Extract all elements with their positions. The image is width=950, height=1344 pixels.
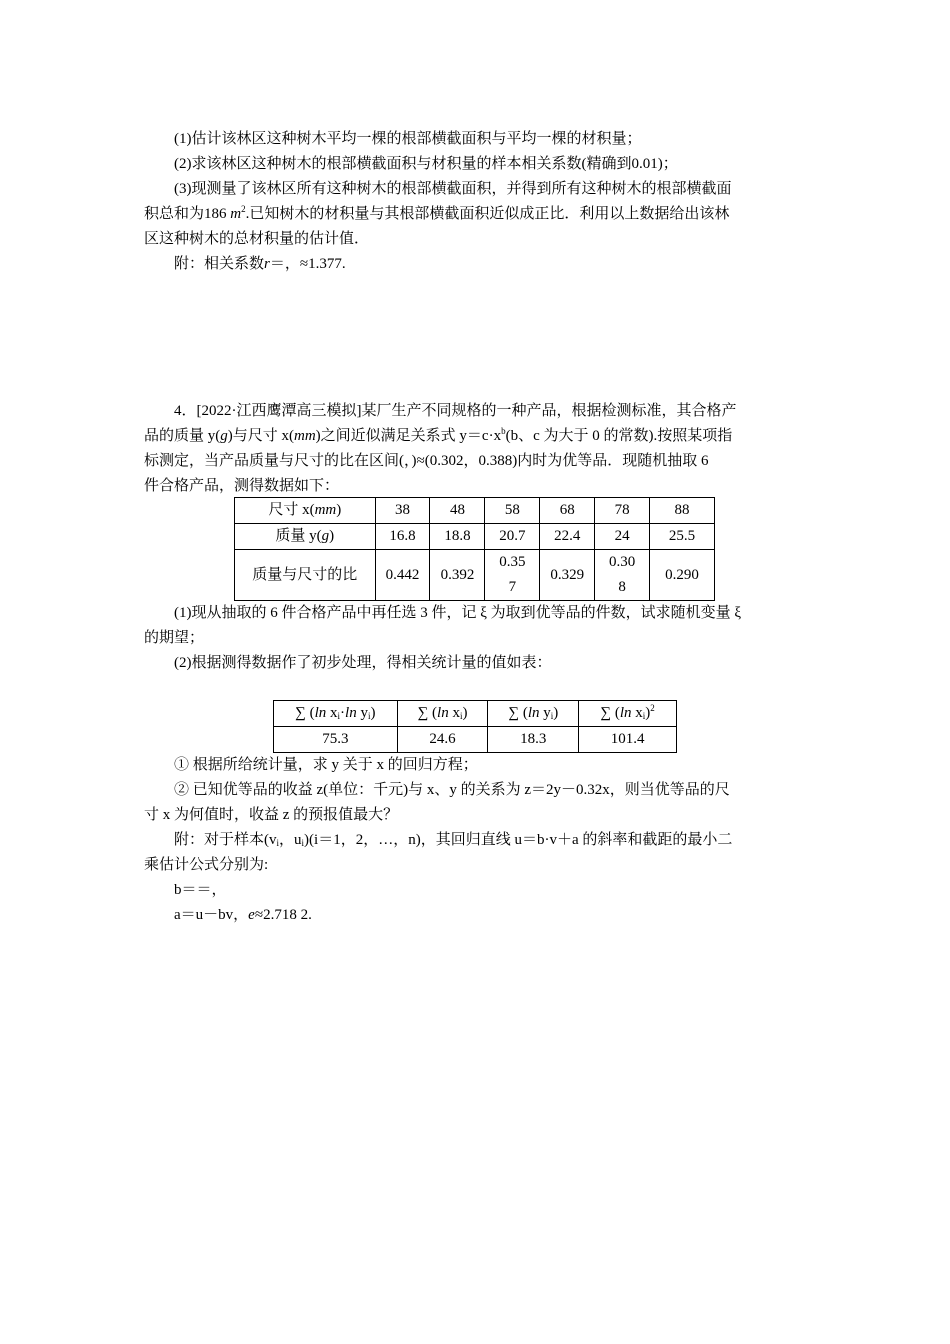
mass-cell: 18.8 xyxy=(430,524,485,550)
q4-sub2-part1: ① 根据所给统计量，求 y 关于 x 的回归方程； xyxy=(174,757,478,773)
q3-part3-line3: 区这种树木的总材积量的估计值． xyxy=(144,231,370,247)
header-sum-lny: ∑ (ln $y_i$) xyxy=(488,701,579,727)
header-mass: 质量 y(g) xyxy=(235,524,376,550)
header-size: 尺寸 x(mm) xyxy=(235,498,376,524)
ratio-cell: 0.35 7 xyxy=(485,550,540,601)
stats-value-row xyxy=(274,727,677,753)
q4-sub2-part2-line1: ② 已知优等品的收益 z(单位：千元)与 x、y 的关系为 z＝2y－0.32x，则当优等品的尺 xyxy=(174,782,730,798)
mass-cell: 24 xyxy=(595,524,650,550)
q4-attachment-line2: 乘估计公式分别为: xyxy=(144,857,269,873)
formula-a: a＝u－bv，e≈2.718 2. xyxy=(174,907,312,923)
q3-part3-line2: 积总和为186 $m^2$.已知树木的材积量与其根部横截面积近似成正比．利用以上数据给出该林 xyxy=(144,204,730,222)
q3-note: 附：相关系数r＝，≈1.377. xyxy=(174,256,346,272)
q4-sub1-line2: 的期望； xyxy=(144,630,205,646)
q4-attachment-line1: 附：对于样本($v_i$，$u_i)(i=1$，2，…，n)，其回归直线 u＝b·v＋a 的斜率和截距的最小二 xyxy=(174,832,733,848)
ratio-cell: 0.329 xyxy=(540,550,595,601)
formula-b: b＝＝， xyxy=(174,882,227,898)
mass-cell: 22.4 xyxy=(540,524,595,550)
header-ratio: 质量与尺寸的比 xyxy=(235,550,376,601)
size-cell: 38 xyxy=(375,498,430,524)
ratio-cell: 0.442 xyxy=(375,550,430,601)
q3-part2: (2)求该林区这种树木的根部横截面积与材积量的样本相关系数(精确到0.01)； xyxy=(174,156,678,172)
mass-cell: 25.5 xyxy=(650,524,715,550)
header-sum-lnx-lny: ∑ (ln $x_i\cdot\ln$ $y_i$) xyxy=(274,701,398,727)
size-cell: 68 xyxy=(540,498,595,524)
q3-part1: (1)估计该林区这种树木平均一棵的根部横截面积与平均一棵的材积量； xyxy=(174,131,642,147)
stat-value: 75.3 xyxy=(274,727,398,753)
ratio-cell: 0.30 8 xyxy=(595,550,650,601)
size-cell: 78 xyxy=(595,498,650,524)
table-row-mass xyxy=(235,524,715,550)
mass-cell: 16.8 xyxy=(375,524,430,550)
q4-sub2: (2)根据测得数据作了初步处理，得相关统计量的值如表： xyxy=(174,655,552,671)
q4-sub2-part2-line2: 寸 x 为何值时，收益 z 的预报值最大？ xyxy=(144,807,399,823)
size-cell: 48 xyxy=(430,498,485,524)
stat-value: 24.6 xyxy=(397,727,488,753)
q4-intro-line2: 品的质量 y(g)与尺寸 x(mm)之间近似满足关系式 $y=c\cdot x^b(b$、c 为大于 0 的常数).按照某项指 xyxy=(144,426,733,444)
stat-value: 101.4 xyxy=(579,727,677,753)
header-sum-lnx: ∑ (ln $x_i$) xyxy=(397,701,488,727)
stat-value: 18.3 xyxy=(488,727,579,753)
measurement-table xyxy=(234,497,715,601)
header-sum-lnx-squared: ∑ (ln $x_i)^2$ xyxy=(579,701,677,727)
ratio-cell: 0.290 xyxy=(650,550,715,601)
ratio-cell: 0.392 xyxy=(430,550,485,601)
q4-intro-line3: 标测定，当产品质量与尺寸的比在区间(，)≈(0.302，0.388)内时为优等品．现随机抽取 6 xyxy=(144,453,709,469)
mass-cell: 20.7 xyxy=(485,524,540,550)
size-cell: 58 xyxy=(485,498,540,524)
table-row-size xyxy=(235,498,715,524)
q4-intro-line4: 件合格产品，测得数据如下： xyxy=(144,478,340,494)
size-cell: 88 xyxy=(650,498,715,524)
q4-sub1-line1: (1)现从抽取的 6 件合格产品中再任选 3 件，记 ξ 为取到优等品的件数，试求随机变量 ξ xyxy=(174,605,742,621)
stats-header-row xyxy=(274,701,677,727)
table-row-ratio xyxy=(235,550,715,601)
statistics-table xyxy=(273,700,677,753)
q3-part3-line1: (3)现测量了该林区所有这种树木的根部横截面积，并得到所有这种树木的根部横截面 xyxy=(174,181,732,197)
q4-intro-line1: 4．[2022·江西鹰潭高三模拟]某厂生产不同规格的一种产品，根据检测标准，其合格产 xyxy=(174,403,737,419)
